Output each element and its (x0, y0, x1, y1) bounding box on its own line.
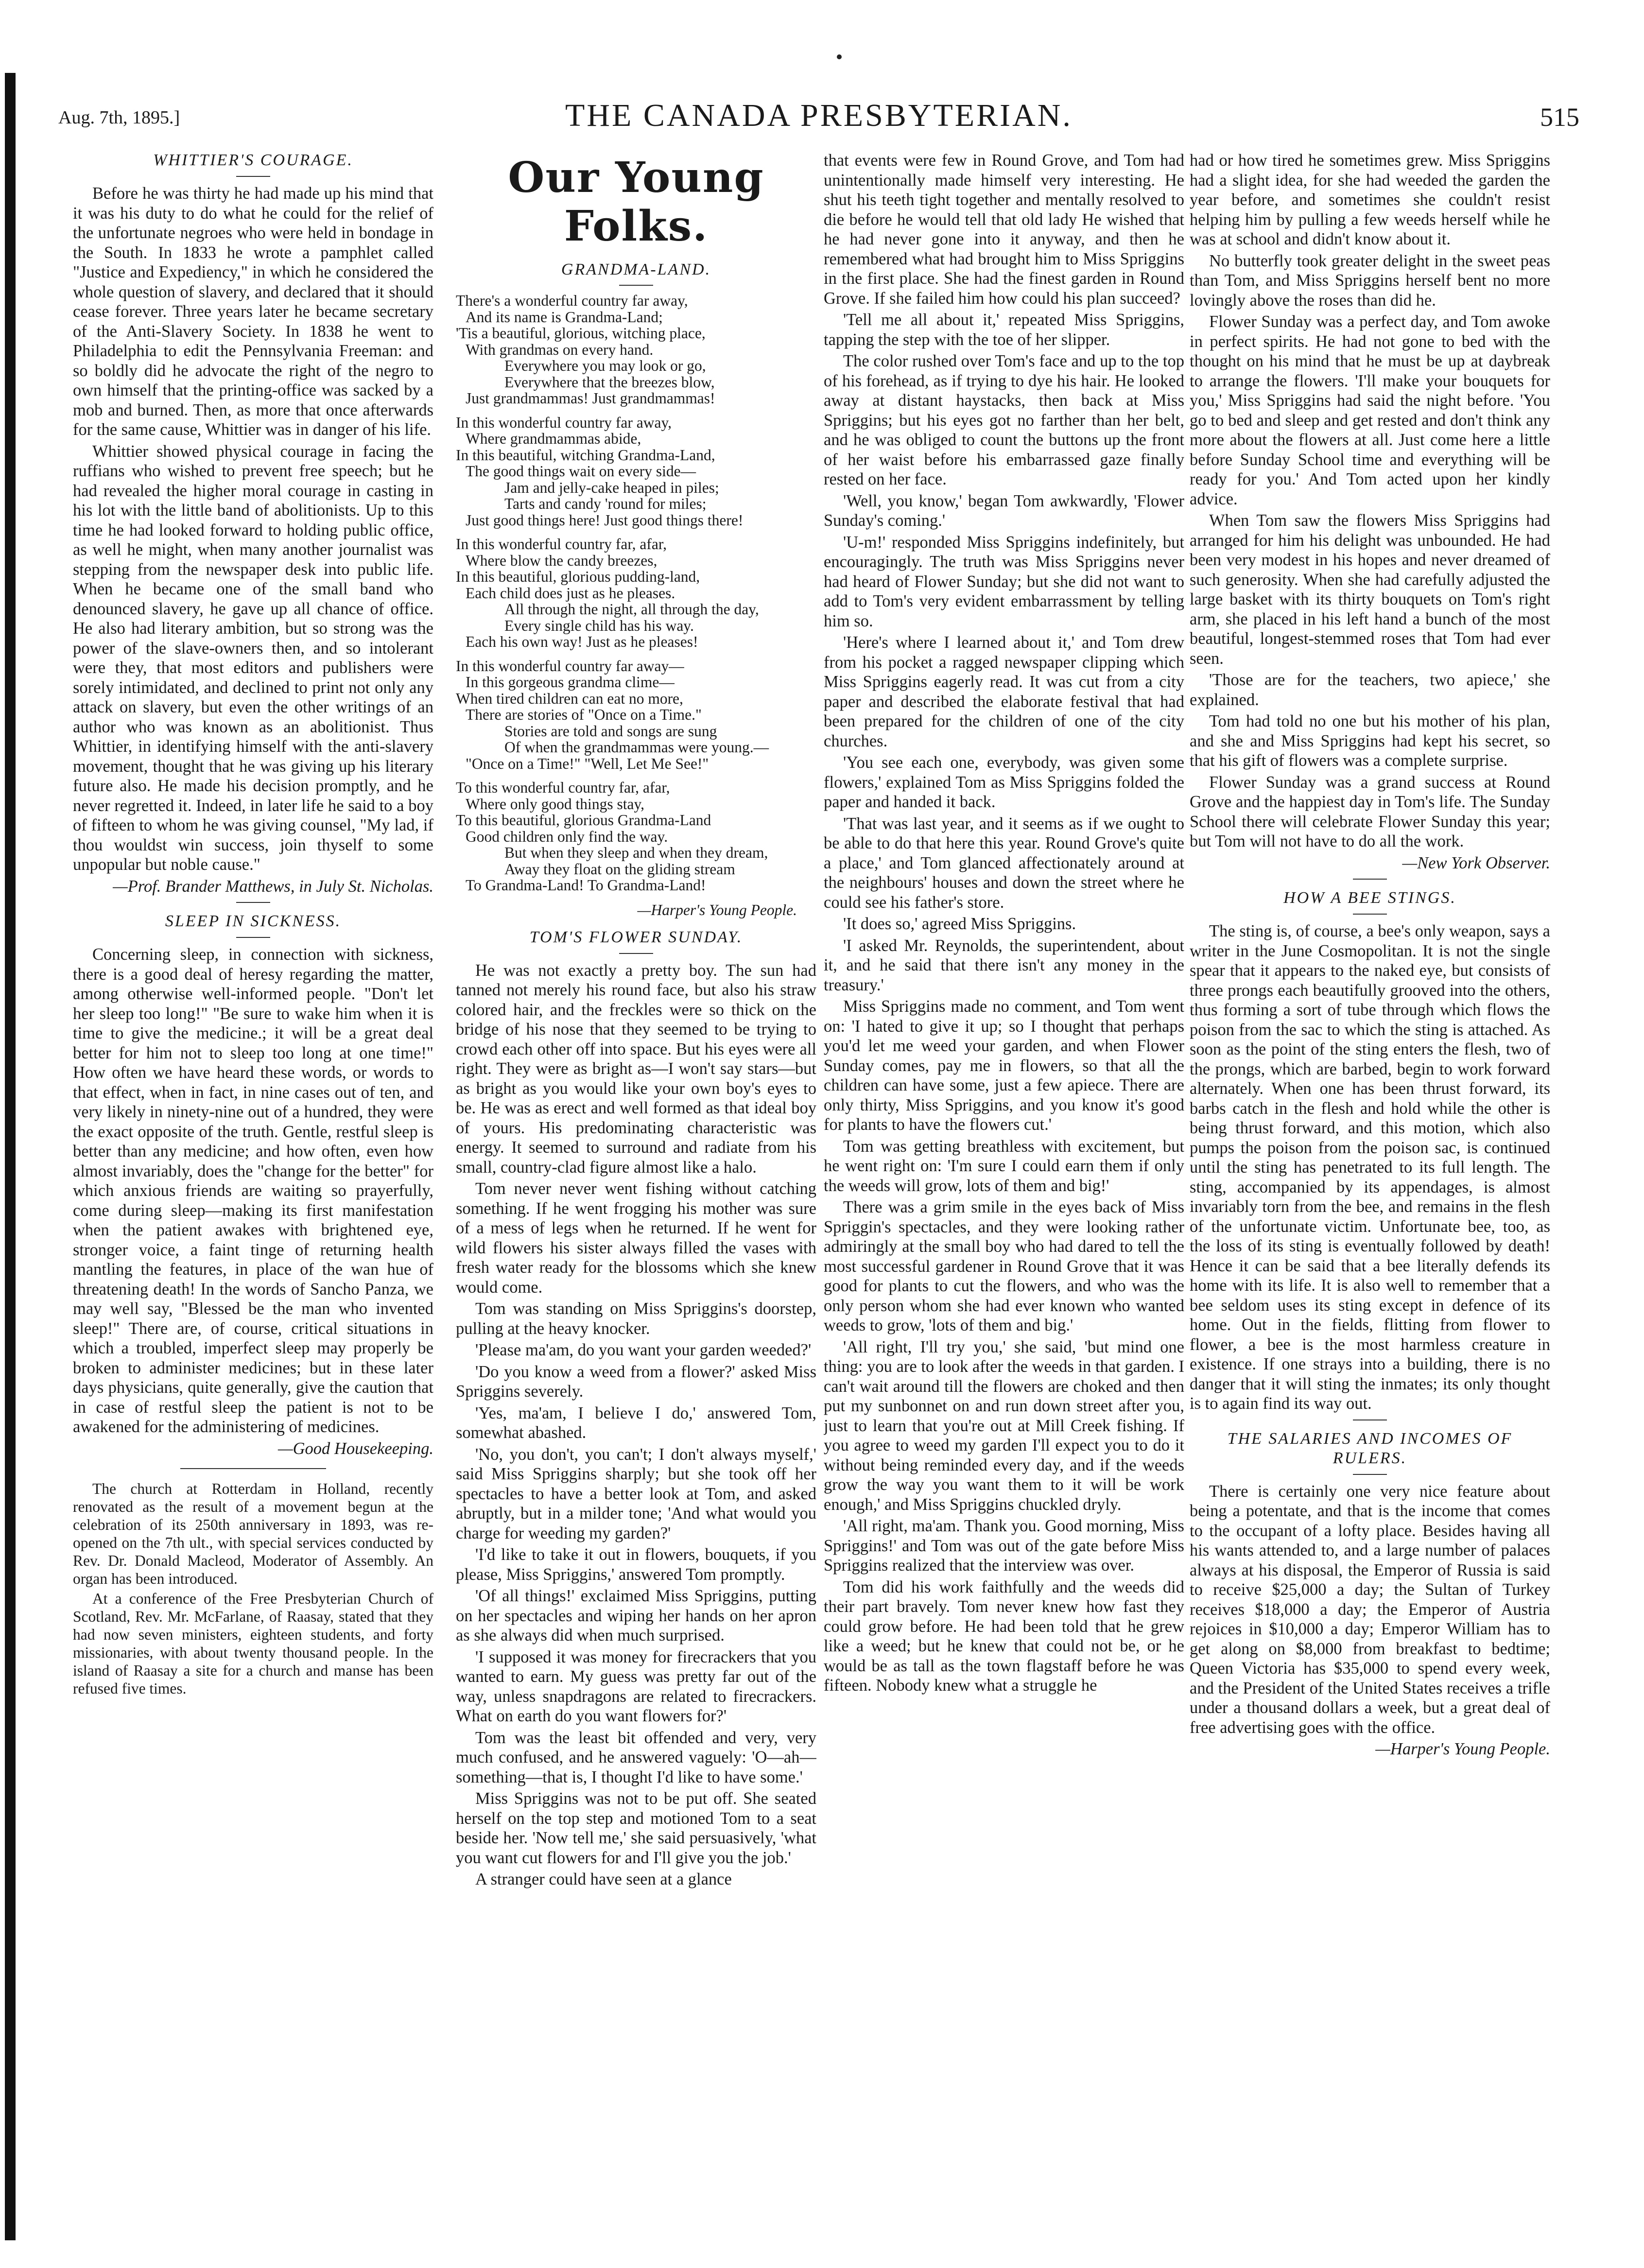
article-title-toms-flower-sunday: TOM'S FLOWER SUNDAY. (529, 928, 743, 946)
title-rule (619, 953, 653, 954)
poem-line: But when they sleep and when they dream, (504, 844, 768, 861)
article-title-sleep: SLEEP IN SICKNESS. (165, 912, 342, 930)
issue-date: Aug. 7th, 1895.] (58, 107, 180, 128)
paragraph: Flower Sunday was a perfect day, and Tom awoke in perfect spirits. He had not gone to bed with the thought on his mind that he must be up at daybreak to arrange the flowers. 'I'll make your bouquets for you,' Miss Spriggins had said the night before. 'You go to bed and sleep and get rested and don't think any more about the flowers at all. Just come here a little before Sunday School time and everything will be ready for you.' And Tom acted upon her kindly advice. (1190, 312, 1550, 508)
publication-title: THE CANADA PRESBYTERIAN. (565, 98, 1073, 133)
poem-line: In this wonderful country far, afar, (456, 536, 667, 553)
poem-source: —Harper's Young People. (637, 901, 797, 918)
poem-line: Stories are told and songs are sung (504, 722, 717, 740)
column-2 (456, 151, 816, 2250)
paragraph: Tom was standing on Miss Spriggins's doorstep, pulling at the heavy knocker. (456, 1299, 816, 1338)
poem-line: And its name is Grandma-Land; (466, 308, 663, 326)
paragraph: Tom had told no one but his mother of his plan, and she and Miss Spriggins had kept his secret, so that his gift of flowers was a complete surprise. (1190, 712, 1550, 770)
poem-line: In this wonderful country far away, (456, 414, 672, 431)
news-note: At a conference of the Free Presbyterian Church of Scotland, Rev. Mr. McFarlane, of Raasay, stated that they had now seven ministers, eighteen students, and forty missionaries, with about twenty thousand people. In the island of Raasay a site for a church and manse has been refused five times. (73, 1590, 433, 1697)
section-rule (1353, 879, 1387, 880)
poem-line: Each his own way! Just as he pleases! (466, 633, 698, 650)
paragraph: 'Please ma'am, do you want your garden weeded?' (475, 1341, 812, 1359)
byline: —New York Observer. (1402, 853, 1550, 872)
poem-line: Each child does just as he pleases. (466, 584, 675, 602)
page-edge-shadow (5, 73, 16, 2240)
title-rule (236, 176, 270, 177)
poem-line: When tired children can eat no more, (456, 690, 683, 707)
poem-stanza (456, 536, 816, 650)
poem-line: In this gorgeous grandma clime— (466, 674, 675, 691)
paragraph: 'Well, you know,' began Tom awkwardly, 'Flower Sunday's coming.' (824, 491, 1184, 530)
title-rule (1353, 1474, 1387, 1475)
paragraph: 'You see each one, everybody, was given some flowers,' explained Tom as Miss Spriggins folded the paper and handed it back. (824, 753, 1184, 811)
poem-title: GRANDMA-LAND. (561, 260, 711, 278)
title-rule (619, 285, 653, 286)
paragraph: 'All right, ma'am. Thank you. Good morning, Miss Spriggins!' and Tom was out of the gate before Miss Spriggins realized that the interview was over. (824, 1517, 1184, 1575)
paragraph: No butterfly took greater delight in the sweet peas than Tom, and Miss Spriggins herself bent no more lovingly above the roses than did he. (1190, 251, 1550, 310)
paragraph: Tom was the least bit offended and very, very much confused, and he answered vaguely: 'O—ah—something—that is, I thought I'd like to have some.' (456, 1728, 816, 1786)
paragraph: had or how tired he sometimes grew. Miss Spriggins had a slight idea, for she had weeded the garden the year before, and sometimes she couldn't resist helping him by pulling a few weeds herself while he was at school and didn't know about it. (1190, 151, 1550, 248)
paragraph: 'U-m!' responded Miss Spriggins indefinitely, but encouragingly. The truth was Miss Spriggins never had heard of Flower Sunday; but she did not want to add to Tom's very evident embarrassment by telling him so. (824, 533, 1184, 630)
poem-stanza (456, 293, 816, 407)
poem-line: In this beautiful, glorious pudding-land, (456, 568, 700, 585)
poem-line: To this wonderful country far, afar, (456, 779, 670, 796)
article-title-whittier: WHITTIER'S COURAGE. (153, 151, 353, 169)
article-title-salaries: THE SALARIES AND INCOMES OF RULERS. (1227, 1429, 1513, 1467)
page-number: 515 (1540, 103, 1579, 132)
paragraph: The color rushed over Tom's face and up to the top of his forehead, as if trying to dye his hair. He looked away at distant haystacks, then back at Miss Spriggins; but his eyes got no farther than her belt, and he was obliged to count the buttons up the front of her waist before his embarrassed gaze finally rested on her face. (824, 352, 1184, 488)
paragraph: 'Tell me all about it,' repeated Miss Spriggins, tapping the step with the toe of her slipper. (824, 311, 1184, 349)
section-rule (180, 1468, 326, 1469)
section-masthead: Our Young Folks. (508, 153, 764, 251)
paragraph: When Tom saw the flowers Miss Spriggins had arranged for him his delight was unbounded. He had been very modest in his hopes and never dreamed of such generosity. When she had carefully adjusted the large basket with its thirty bouquets on Tom's right arm, she placed in his left hand a bunch of the most beautiful, longest-stemmed roses that Tom had ever seen. (1190, 511, 1550, 668)
byline: —Good Housekeeping. (277, 1439, 433, 1458)
poem-line: In this wonderful country far away— (456, 657, 684, 675)
paragraph: A stranger could have seen at a glance (475, 1870, 732, 1888)
paragraph: 'Yes, ma'am, I believe I do,' answered Tom, somewhat abashed. (456, 1403, 816, 1442)
poem-line: Where only good things stay, (466, 795, 645, 813)
poem-line: Good children only find the way. (466, 828, 668, 845)
poem-line: Every single child has his way. (504, 617, 694, 634)
paragraph: 'Of all things!' exclaimed Miss Spriggins, putting on her spectacles and wiping her hands on her apron as she always did when much surprised. (456, 1587, 816, 1645)
paragraph: 'I'd like to take it out in flowers, bouquets, if you please, Miss Spriggins,' answered Tom promptly. (456, 1545, 816, 1584)
byline: —Prof. Brander Matthews, in July St. Nicholas. (113, 877, 433, 896)
paragraph: 'Those are for the teachers, two apiece,' she explained. (1190, 671, 1550, 709)
poem-line: "Once on a Time!" "Well, Let Me See!" (466, 755, 709, 772)
paragraph: 'Do you know a weed from a flower?' asked Miss Spriggins severely. (456, 1362, 816, 1401)
paragraph: Miss Spriggins was not to be put off. She seated herself on the top step and motioned Tom to a seat beside her. 'Now tell me,' she said persuasively, 'what you want cut flowers for and I'll give you the job.' (456, 1789, 816, 1867)
paragraph: 'Here's where I learned about it,' and Tom drew from his pocket a ragged newspaper clipping which Miss Spriggins eagerly read. It was cut from a city paper and described the elaborate festival that had been prepared for the children of one of the city churches. (824, 633, 1184, 750)
poem-line: Where grandmammas abide, (466, 430, 641, 447)
poem-stanza (456, 658, 816, 772)
poem-grandma-land (456, 293, 816, 894)
paragraph: 'No, you don't, you can't; I don't always myself,' said Miss Spriggins sharply; but she took off her spectacles to have a better look at Tom, and asked abruptly, but in a milder tone; 'And what would you charge for weeding my garden?' (456, 1445, 816, 1542)
paragraph: 'I asked Mr. Reynolds, the superintendent, about it, and he said that there isn't any money in the treasury.' (824, 936, 1184, 994)
poem-line: Everywhere you may look or go, (504, 357, 706, 374)
section-rule (236, 902, 270, 903)
poem-line: Just grandmammas! Just grandmammas! (466, 390, 715, 407)
poem-line: In this beautiful, witching Grandma-Land, (456, 446, 715, 464)
poem-line: The good things wait on every side— (466, 463, 696, 480)
paragraph: 'I supposed it was money for firecrackers that you wanted to earn. My guess was pretty far out of the way, unless snapdragons are related to firecrackers. What on earth do you want flowers for?' (456, 1647, 816, 1725)
poem-line: To Grandma-Land! To Grandma-Land! (466, 877, 706, 894)
paragraph: Miss Spriggins made no comment, and Tom went on: 'I hated to give it up; so I thought that perhaps you'd let me weed your garden, and when Flower Sunday comes, pay me in flowers, so that all the children can have some, just a few apiece. There are only thirty, Miss Spriggins, and you know it's good for plants to have the flowers cut.' (824, 997, 1184, 1134)
paragraph: Flower Sunday was a grand success at Round Grove and the happiest day in Tom's life. The Sunday School there will celebrate Flower Sunday this year; but Tom will not have to do all the work. (1190, 773, 1550, 850)
title-rule (236, 937, 270, 938)
poem-line: Away they float on the gliding stream (504, 860, 735, 878)
paragraph: The sting is, of course, a bee's only weapon, says a writer in the June Cosmopolitan. It is not the single spear that it appears to the naked eye, but consists of three prongs each beautifully grooved into the others, thus forming a sort of tube through which flows the poison from the sac to which the sting is attached. As soon as the point of the sting enters the flesh, two of the prongs, which are barbed, begin to work forward alternately. When one has been thrust forward, its barbs catch in the flesh and hold while the other is being thrust forward, and this motion, which also pumps the poison from the poison sac, is continued until the sting has penetrated to its full length. The sting, accompanied by its appendages, is almost invariably torn from the bee, and remains in the flesh of the unfortunate victim. Unfortunate bee, too, as the loss of its sting is eventually followed by death! Hence it can be said that a bee literally defends its home with its life. It is also well to remember that a bee seldom uses its sting except in defence of its home. Out in the fields, flitting from flower to flower, a bee is the most harmless creature in existence. If one strays into a building, there is no danger that it will sting the inmates; its only thought is to again find its way out. (1190, 922, 1550, 1413)
paragraph: He was not exactly a pretty boy. The sun had tanned not merely his round face, but also his straw colored hair, and the freckles were so thick on the bridge of his nose that they seemed to be trying to crowd each other off into space. But his eyes were all right. They were as bright as—I won't say stars—but as bright as you would like your own boy's eyes to be. He was as erect and well formed as that ideal boy of yours. His predominating characteristic was energy. It seemed to surround and radiate from his small, country-clad figure almost like a halo. (456, 961, 816, 1177)
column-4 (1190, 151, 1550, 2250)
paragraph: Whittier showed physical courage in facing the ruffians who wished to prevent free speech; but he had revealed the higher moral courage in casting in his lot with the little band of abolitionists. Up to this time he had looked forward to holding public office, as well he might, when many another journalist was stepping from the newspaper desk into public life. When he became one of the small band who denounced slavery, he gave up all chance of office. He also had literary ambition, but so strong was the power of the slave-owners then, and so intolerant were they, that most editors and publishers were sorely intimidated, and declined to print not only any attack on slavery, but even the other writings of an author who was known as an abolitionist. Thus Whittier, in identifying himself with the anti-slavery movement, thought that he was giving up his literary future also. He made his decision promptly, and he never regretted it. Indeed, in later life he said to a boy of fifteen to whom he was giving counsel, "My lad, if thou wouldst win success, join thyself to some unpopular but noble cause." (73, 442, 433, 874)
poem-line: Of when the grandmammas were young.— (504, 739, 769, 756)
paragraph: that events were few in Round Grove, and Tom had unintentionally made himself very interesting. He shut his teeth tight together and mentally resolved to die before he would tell that old lady He wished that he had never gone into it anyway, and then he remembered what had brought him to Miss Spriggins in the first place. She had the finest garden in Round Grove. If she failed him how could his plan succeed? (824, 151, 1184, 308)
top-speck (837, 54, 842, 59)
news-note: The church at Rotterdam in Holland, recently renovated as the result of a movement begun at the celebration of its 250th anniversary in 1893, was re-opened on the 7th ult., with special services conducted by Rev. Dr. Donald Macleod, Moderator of Assembly. An organ has been introduced. (73, 1480, 433, 1587)
paragraph: 'All right, I'll try you,' she said, 'but mind one thing: you are to look after the weeds in that garden. I can't wait around till the flowers are choked and then put my sunbonnet on and run down street after you, just to learn that you're out at Mill Creek fishing. If you agree to weed my garden I'll expect you to do it without being reminded every day, and if the weeds grow the way you want them to it will be work enough,' and Miss Spriggins chuckled dryly. (824, 1337, 1184, 1514)
poem-line: All through the night, all through the day, (504, 601, 759, 618)
poem-line: There's a wonderful country far away, (456, 292, 688, 309)
page-header (58, 97, 1579, 136)
poem-stanza (456, 415, 816, 529)
paragraph: Before he was thirty he had made up his mind that it was his duty to do what he could for the relief of the unfortunate negroes who were held in bondage in the South. In 1833 he wrote a pamphlet called "Justice and Expediency," in which he considered the whole question of slavery, and declared that it should cease forever. Three years later he became secretary of the Anti-Slavery Society. In 1838 he went to Philadelphia to edit the Pennsylvania Freeman: and so boldly did he advocate the right of the negro to own himself that the printing-office was sacked by a mob and burned. Then, as more that once afterwards for the same cause, Whittier was in danger of his life. (73, 184, 433, 439)
poem-line: With grandmas on every hand. (466, 341, 654, 358)
column-3 (824, 151, 1184, 2250)
poem-line: Tarts and candy 'round for miles; (504, 495, 707, 512)
poem-line: Everywhere that the breezes blow, (504, 373, 715, 391)
poem-stanza (456, 779, 816, 894)
paragraph: There is certainly one very nice feature about being a potentate, and that is the income that comes to the occupant of a lofty place. Besides having all his wants attended to, and a large number of palaces always at his disposal, the Emperor of Russia is said to receive $25,000 a day; the Sultan of Turkey receives $18,000 a day; the Emperor of Austria rejoices in $10,000 a day; Emperor William has to get along on $8,000 from breakfast to bedtime; Queen Victoria has $35,000 to spend every week, and the President of the United States receives a trifle under a thousand dollars a week, but a great deal of free advertising goes with the office. (1190, 1482, 1550, 1737)
poem-line: Jam and jelly-cake heaped in piles; (504, 479, 719, 496)
article-title-bee: HOW A BEE STINGS. (1283, 889, 1456, 907)
poem-line: Where blow the candy breezes, (466, 552, 658, 569)
paragraph: 'That was last year, and it seems as if we ought to be able to do that here this year. Round Grove's quite a place,' and Tom glanced affectionately around at the neighbours' houses and down the street where he could see his father's store. (824, 814, 1184, 912)
paragraph: Tom never never went fishing without catching something. If he went frogging his mother was sure of a mess of legs when he returned. If he went for wild flowers his sister always filled the vases with fresh water ready for the blossoms which she knew would come. (456, 1179, 816, 1297)
paragraph: Tom was getting breathless with excitement, but he went right on: 'I'm sure I could earn them if only the weeds will grow, lots of them and big!' (824, 1137, 1184, 1195)
title-rule (1353, 914, 1387, 915)
poem-line: 'Tis a beautiful, glorious, witching place, (456, 325, 706, 342)
paragraph: There was a grim smile in the eyes back of Miss Spriggin's spectacles, and they were looking rather admiringly at the small boy who had dared to tell the most successful gardener in Round Grove that it was good for plants to cut the flowers, and who was the only person whom she had ever known who wanted weeds to grow, 'lots of them and big.' (824, 1198, 1184, 1334)
paragraph: Concerning sleep, in connection with sickness, there is a good deal of heresy regarding the matter, among otherwise well-informed people. "Don't let her sleep too long!" "Be sure to wake him when it is time to give the medicine.; it will be a great deal better for him not to sleep too long at one time!" How often we have heard these words, or words to that effect, when in fact, in nine cases out of ten, and very likely in ninety-nine out of a hundred, they were the exact opposite of the truth. Gentle, restful sleep is better than any medicine; and how often, even how almost invariably, does the "change for the better" for which anxious friends are waiting so prayerfully, come during sleep—making its first manifestation when the patient awakes with brightened eye, stronger voice, a faint tinge of returning health mantling the features, in place of the wan hue of threatening death! In the words of Sancho Panza, we may well say, "Blessed be the man who invented sleep!" There are, of course, critical situations in which a troubled, imperfect sleep may properly be broken to administer medicines; but in these later days physicians, quite generally, give the caution that in case of restful sleep the patient is not to be awakened for the administering of medicines. (73, 945, 433, 1436)
paragraph: Tom did his work faithfully and the weeds did their part bravely. Tom never knew how fast they could grow before. He had been told that he grew like a weed; but he knew that could not be, or he would be as tall as the town flagstaff before he was fifteen. Nobody knew what a struggle he (824, 1577, 1184, 1695)
poem-line: To this beautiful, glorious Grandma-Land (456, 812, 711, 829)
paragraph: 'It does so,' agreed Miss Spriggins. (843, 915, 1076, 933)
poem-line: There are stories of "Once on a Time." (466, 706, 702, 723)
byline: —Harper's Young People. (1375, 1740, 1550, 1758)
column-1 (73, 151, 433, 2250)
poem-line: Just good things here! Just good things there! (466, 511, 744, 529)
